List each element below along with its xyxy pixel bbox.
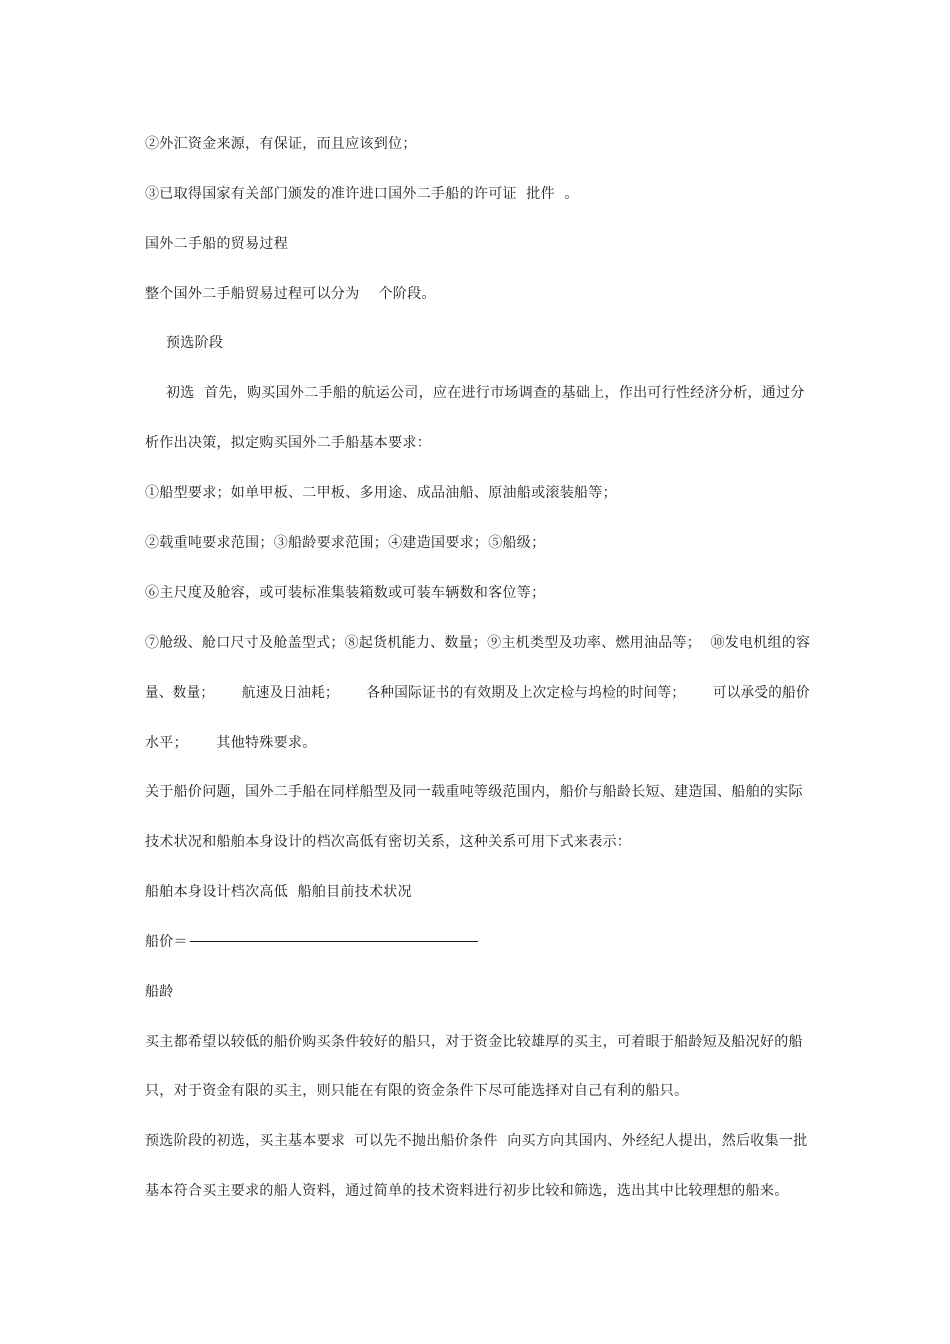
text-line: ①船型要求；如单甲板、二甲板、多用途、成品油船、原油船或滚装船等； bbox=[145, 485, 617, 501]
text-line: 基本符合买主要求的船人资料，通过简单的技术资料进行初步比较和筛选，选出其中比较理想的船来。 bbox=[145, 1183, 789, 1199]
section-heading: 国外二手船的贸易过程 bbox=[145, 236, 288, 252]
formula-numerator: 船舶本身设计档次高低 船舶目前技术状况 bbox=[145, 884, 412, 900]
text-line: 水平； 其他特殊要求。 bbox=[145, 735, 317, 751]
text-line: 初选 首先，购买国外二手船的航运公司，应在进行市场调查的基础上，作出可行性经济分析，通过分 bbox=[166, 385, 805, 401]
text-line: 只，对于资金有限的买主，则只能在有限的资金条件下尽可能选择对自己有利的船只。 bbox=[145, 1083, 689, 1099]
text-line: 量、数量； 航速及日油耗； 各种国际证书的有效期及上次定检与坞检的时间等； 可以承受的船价 bbox=[145, 685, 810, 701]
text-line: ⑦舱级、舱口尺寸及舱盖型式；⑧起货机能力、数量；⑨主机类型及功率、燃用油品等； ⑩发电机组的容 bbox=[145, 635, 811, 651]
fraction-bar bbox=[190, 941, 478, 942]
text-line: 买主都希望以较低的船价购买条件较好的船只，对于资金比较雄厚的买主，可着眼于船龄短及船况好的船 bbox=[145, 1034, 803, 1050]
formula-label: 船价＝ bbox=[145, 934, 188, 950]
formula-row bbox=[145, 932, 478, 952]
text-line: 预选阶段的初选，买主基本要求 可以先不抛出船价条件 向买方向其国内、外经纪人提出，然后收集一批 bbox=[145, 1133, 808, 1149]
text-line: 整个国外二手船贸易过程可以分为 个阶段。 bbox=[145, 286, 436, 302]
text-line: 析作出决策，拟定购买国外二手船基本要求： bbox=[145, 435, 431, 451]
text-line: 技术状况和船舶本身设计的档次高低有密切关系，这种关系可用下式来表示： bbox=[145, 834, 632, 850]
text-line: ②外汇资金来源，有保证，而且应该到位； bbox=[145, 136, 417, 152]
text-line: 关于船价问题，国外二手船在同样船型及同一载重吨等级范围内，船价与船龄长短、建造国、船舶的实际 bbox=[145, 784, 803, 800]
subsection-heading: 预选阶段 bbox=[166, 335, 224, 351]
text-line: ②载重吨要求范围；③船龄要求范围；④建造国要求；⑤船级； bbox=[145, 535, 546, 551]
text-line: ⑥主尺度及舱容，或可装标准集装箱数或可装车辆数和客位等； bbox=[145, 585, 546, 601]
formula-denominator: 船龄 bbox=[145, 984, 174, 1000]
text-line: ③已取得国家有关部门颁发的准许进口国外二手船的许可证 批件 。 bbox=[145, 186, 579, 202]
